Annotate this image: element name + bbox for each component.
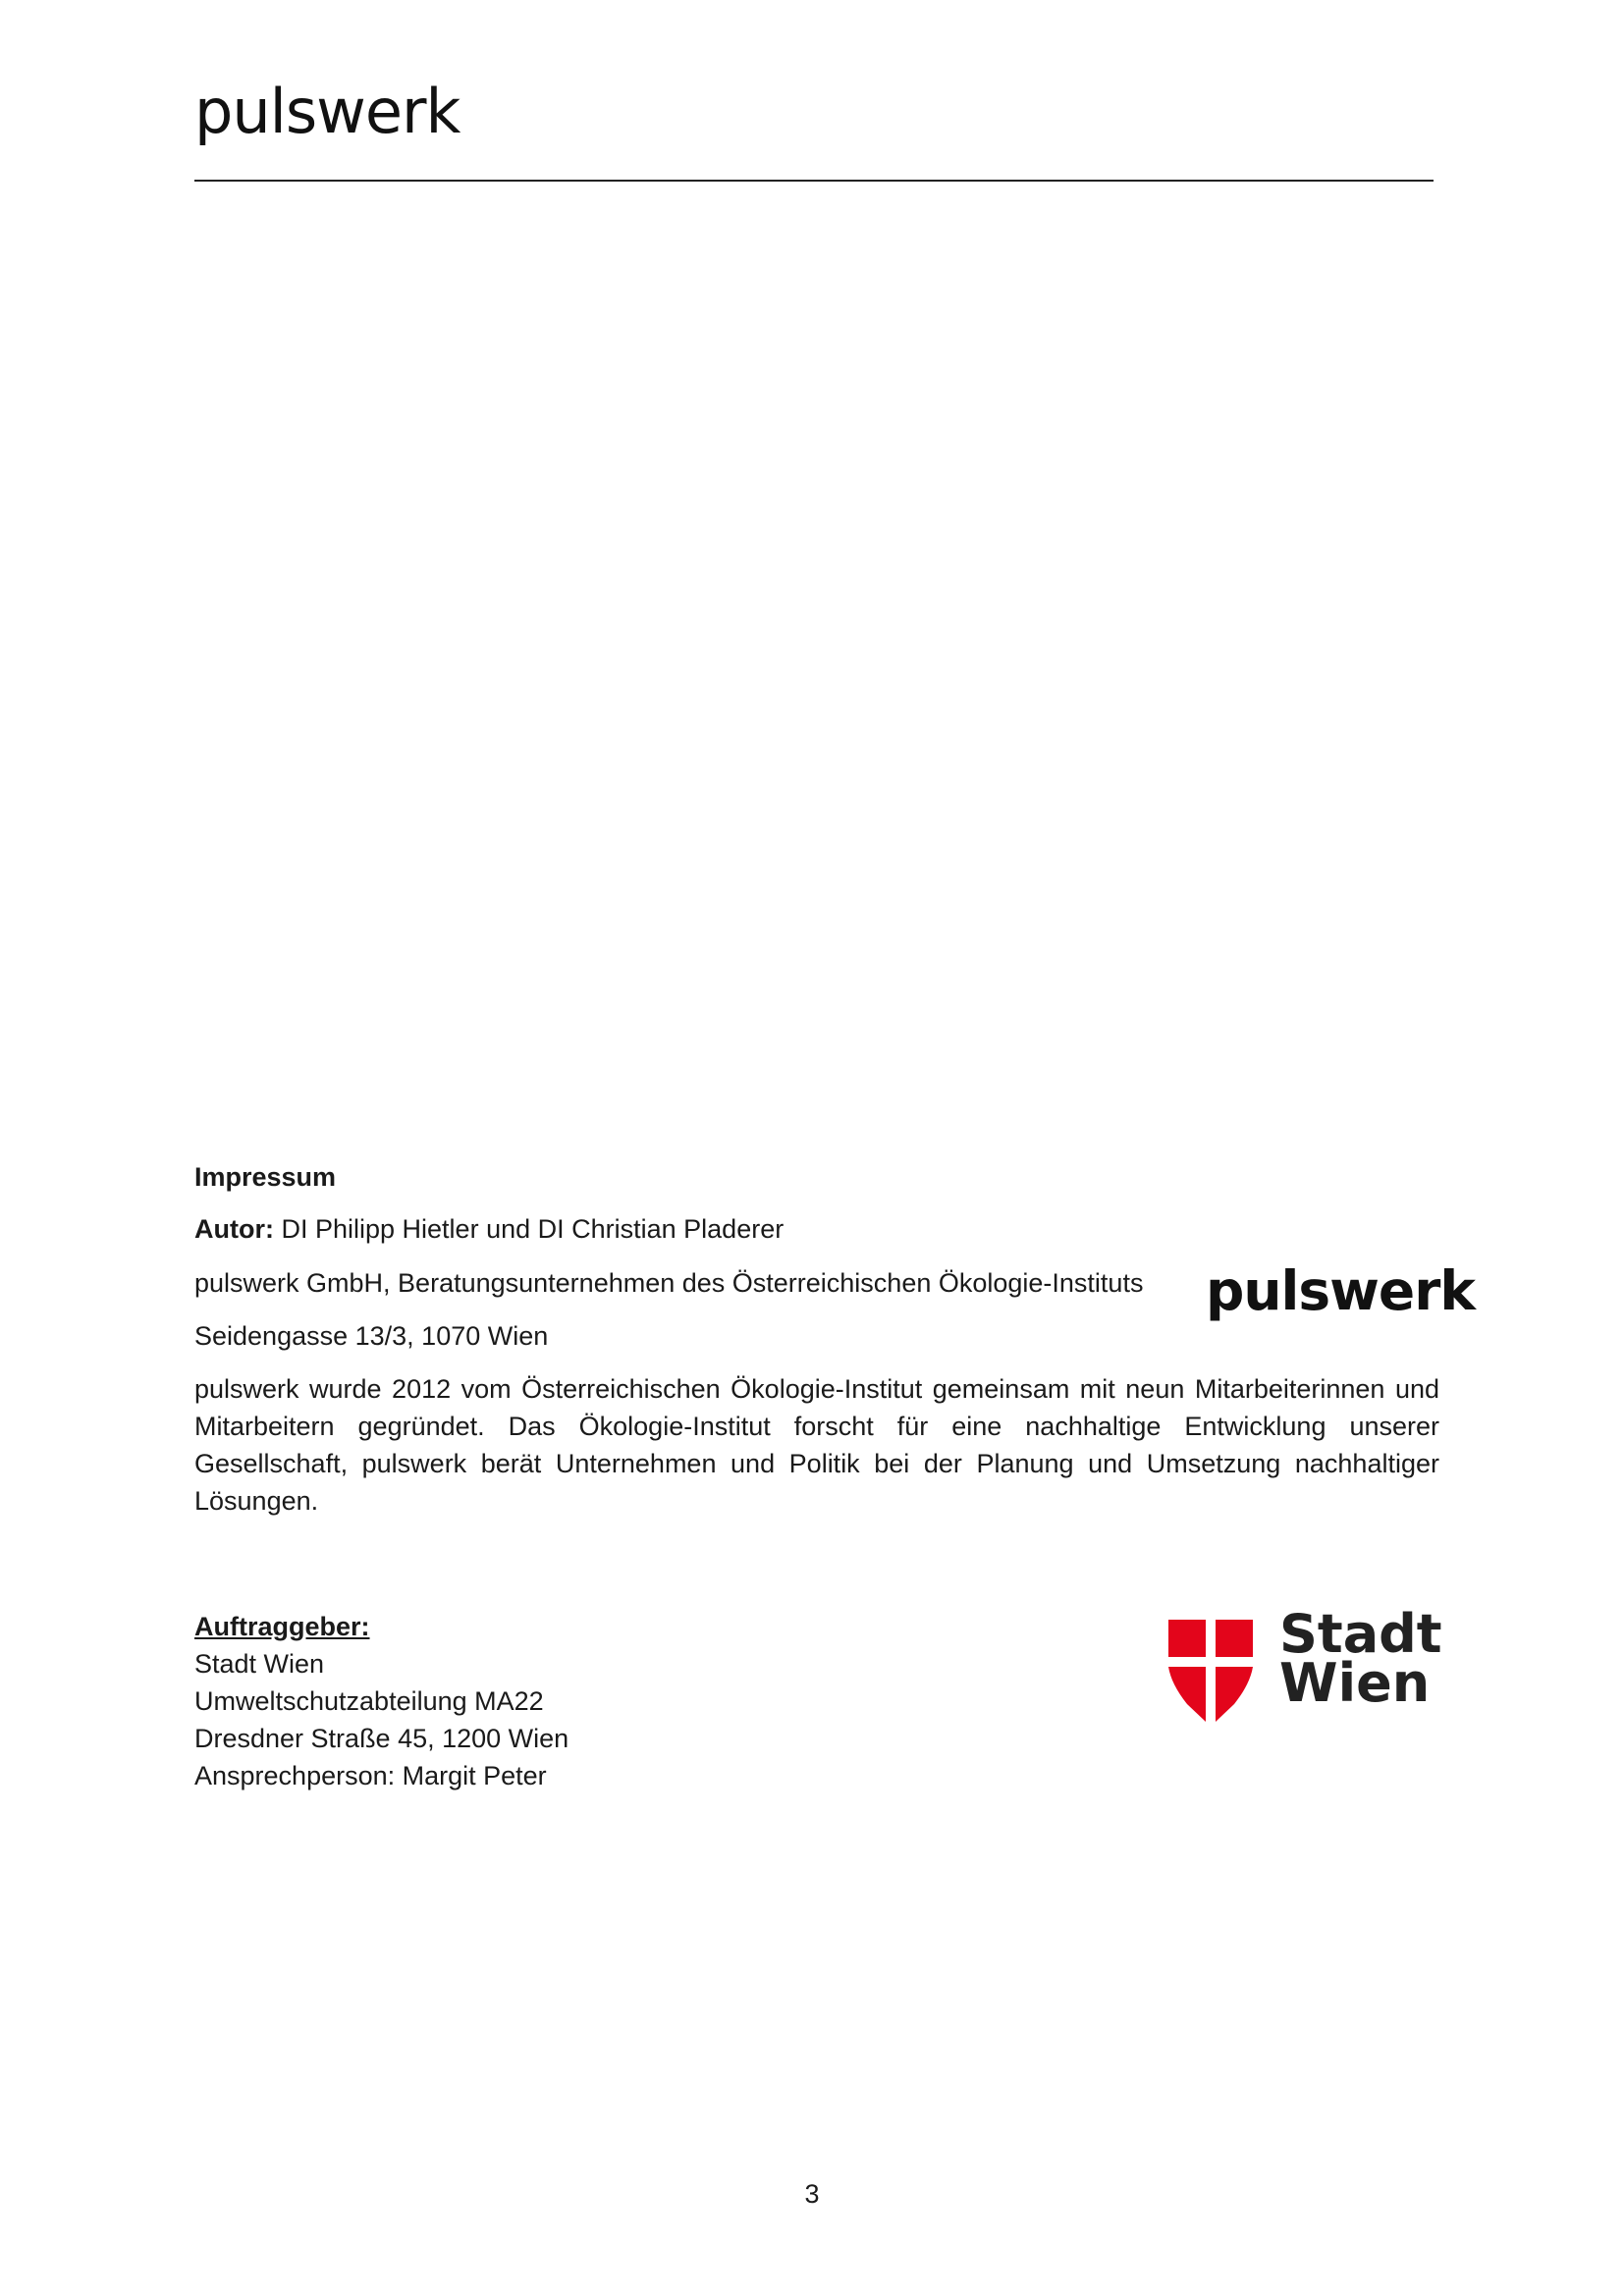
header-divider xyxy=(194,180,1434,182)
pulswerk-logo: pulswerk xyxy=(1206,1259,1475,1322)
author-value: DI Philipp Hietler und DI Christian Pladerer xyxy=(273,1214,785,1244)
author-label: Autor: xyxy=(194,1214,274,1244)
wien-logo-line-1: Stadt xyxy=(1279,1603,1442,1665)
description-paragraph: pulswerk wurde 2012 vom Österreichischen Ökologie-Institut gemeinsam mit neun Mitarbeiterinnen und Mitarbeitern gegründet. Das Ökologie-Institut forscht für eine nachhaltige Entwicklung unserer Gesellschaft, pulswerk berät Unternehmen und Politik bei der Planung und Umsetzung nachhaltiger Lösungen. xyxy=(194,1374,1439,1516)
client-block xyxy=(194,1608,568,1794)
stadt-wien-logo-text xyxy=(1279,1603,1442,1714)
client-label: Auftraggeber: xyxy=(194,1612,370,1641)
address-line: Seidengasse 13/3, 1070 Wien xyxy=(194,1321,549,1351)
client-line-4: Ansprechperson: Margit Peter xyxy=(194,1761,547,1790)
client-line-3: Dresdner Straße 45, 1200 Wien xyxy=(194,1724,569,1753)
author-line xyxy=(194,1210,1439,1248)
page-number: 3 xyxy=(804,2179,820,2209)
impressum-title: Impressum xyxy=(194,1162,337,1192)
wien-logo-line-2: Wien xyxy=(1279,1652,1431,1714)
company-line: pulswerk GmbH, Beratungsunternehmen des Österreichischen Ökologie-Instituts xyxy=(194,1268,1144,1298)
pulswerk-header-logo: pulswerk xyxy=(194,76,460,147)
client-line-2: Umweltschutzabteilung MA22 xyxy=(194,1686,544,1716)
client-line-1: Stadt Wien xyxy=(194,1649,325,1679)
